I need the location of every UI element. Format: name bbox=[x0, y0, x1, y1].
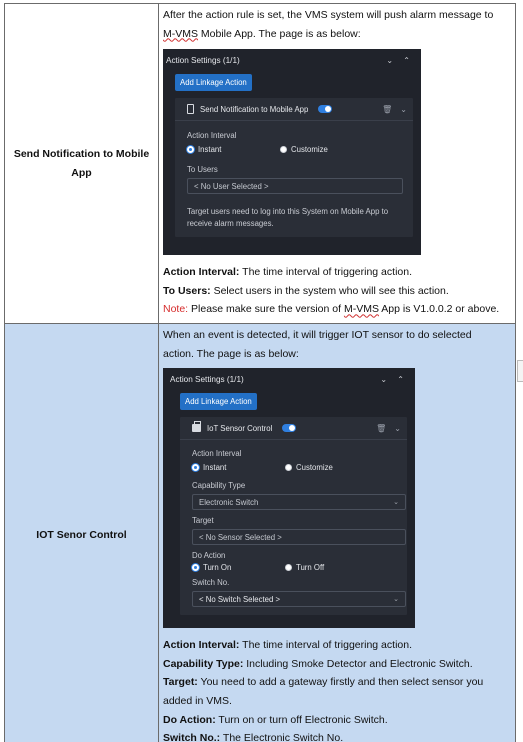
radio-instant[interactable]: Instant bbox=[187, 145, 280, 154]
collapse-chevron-icon[interactable]: ⌄ ⌃ bbox=[380, 374, 408, 384]
linkage-action-card bbox=[175, 98, 413, 237]
intro-paragraph: After the action rule is set, the VMS system will push alarm message to M-VMS Mobile App. The page is as below: bbox=[163, 9, 494, 40]
switch-no-label: Switch No. bbox=[192, 578, 230, 588]
row-content-cell bbox=[159, 324, 516, 742]
trash-icon[interactable]: 🗑 bbox=[382, 104, 393, 114]
card-header bbox=[175, 98, 413, 121]
panel-header[interactable]: Action Settings (1/1) ⌄ ⌃ bbox=[170, 374, 408, 384]
row-label: Send Notification to Mobile bbox=[13, 147, 150, 160]
radio-customize[interactable]: Customize bbox=[280, 145, 373, 154]
row-label-cont: App bbox=[71, 166, 92, 179]
capability-type-select[interactable]: Electronic Switch ⌄ bbox=[192, 494, 406, 510]
card-title: IoT Sensor Control bbox=[207, 423, 273, 433]
radio-empty-icon bbox=[280, 146, 287, 153]
radio-selected-icon bbox=[192, 564, 199, 571]
row-label-cell bbox=[5, 324, 159, 742]
side-scroll-tab[interactable] bbox=[517, 360, 523, 382]
capability-type-label: Capability Type bbox=[192, 481, 246, 491]
row-content-cell bbox=[159, 4, 516, 324]
target-label: Target bbox=[192, 516, 214, 526]
chevron-down-icon: ⌄ bbox=[393, 499, 399, 507]
description-list: Action Interval: The time interval of triggering action. Capability Type: Including Smoke Detector and Electronic Switch. Target: You need to add a gateway firstly and then select sensor you added in VMS. Do Action: Turn on or turn off Electronic Switch. Switch No.: The Electronic Switch No. bbox=[163, 639, 484, 742]
radio-customize[interactable]: Customize bbox=[285, 463, 378, 472]
radio-empty-icon bbox=[285, 464, 292, 471]
panel-header[interactable]: Action Settings (1/1) ⌄ ⌃ bbox=[166, 55, 414, 65]
linkage-action-card bbox=[180, 417, 407, 615]
chevron-down-icon: ⌄ bbox=[393, 596, 399, 604]
action-settings-panel bbox=[163, 368, 415, 628]
trash-icon[interactable]: 🗑 bbox=[376, 423, 387, 433]
hint-text: Target users need to log into this System on Mobile App to receive alarm messages. bbox=[187, 207, 389, 228]
add-linkage-action-button[interactable]: Add Linkage Action bbox=[180, 393, 257, 410]
intro-paragraph: When an event is detected, it will trigger IOT sensor to do selected action. The page is as below: bbox=[163, 329, 472, 360]
enable-toggle[interactable] bbox=[318, 105, 332, 113]
do-action-label: Do Action bbox=[192, 551, 226, 561]
description-list: Action Interval: The time interval of triggering action. To Users: Select users in the system who will see this action. Note: Please make sure the version of M-VMS App is V1.0.0.2 or above. bbox=[163, 266, 500, 316]
table-row-iot-sensor bbox=[5, 324, 516, 742]
action-interval-label: Action Interval bbox=[187, 131, 237, 141]
mobile-phone-icon bbox=[187, 104, 194, 114]
iot-device-icon bbox=[192, 424, 201, 432]
radio-turn-off[interactable]: Turn Off bbox=[285, 563, 378, 572]
card-header bbox=[180, 417, 407, 440]
radio-turn-on[interactable]: Turn On bbox=[192, 563, 285, 572]
target-select[interactable]: < No Sensor Selected > bbox=[192, 529, 406, 545]
radio-empty-icon bbox=[285, 564, 292, 571]
switch-no-select[interactable]: < No Switch Selected > ⌄ bbox=[192, 591, 406, 607]
action-settings-panel bbox=[163, 49, 421, 255]
chevron-down-icon[interactable]: ⌄ bbox=[400, 104, 407, 114]
chevron-down-icon[interactable]: ⌄ bbox=[394, 423, 401, 433]
add-linkage-action-button[interactable]: Add Linkage Action bbox=[175, 74, 252, 91]
to-users-label: To Users bbox=[187, 165, 218, 175]
card-title: Send Notification to Mobile App bbox=[200, 104, 309, 114]
radio-selected-icon bbox=[192, 464, 199, 471]
enable-toggle[interactable] bbox=[282, 424, 296, 432]
radio-selected-icon bbox=[187, 146, 194, 153]
collapse-chevron-icon[interactable]: ⌄ ⌃ bbox=[386, 55, 414, 65]
radio-instant[interactable]: Instant bbox=[192, 463, 285, 472]
note-label: Note: bbox=[163, 303, 189, 316]
row-label: IOT Senor Control bbox=[36, 529, 127, 542]
row-label-cell bbox=[5, 4, 159, 324]
to-users-select[interactable]: < No User Selected > bbox=[187, 178, 403, 194]
document-table bbox=[4, 3, 516, 742]
action-interval-label: Action Interval bbox=[192, 449, 242, 459]
table-row-send-notification bbox=[5, 4, 516, 324]
